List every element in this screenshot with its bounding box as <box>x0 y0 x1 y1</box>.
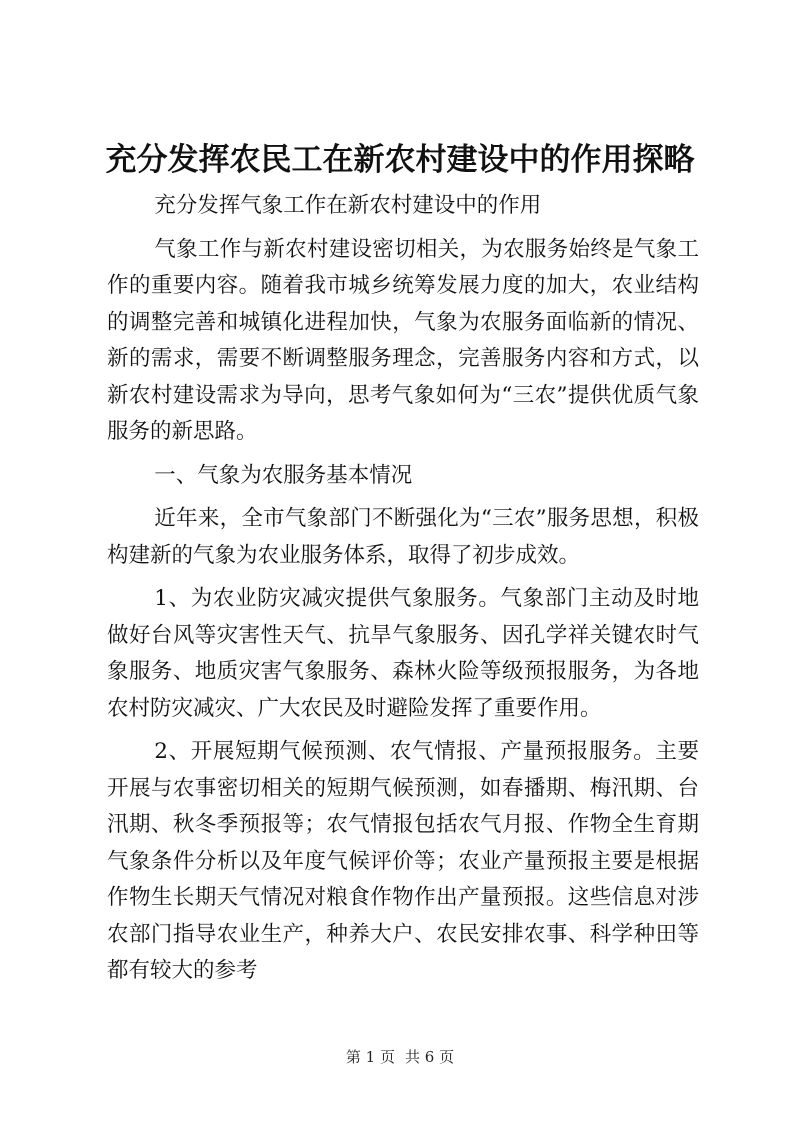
paragraph-item-1: 1、为农业防灾减灾提供气象服务。气象部门主动及时地做好台风等灾害性天气、抗旱气象服务、因孔学祥关键农时气象服务、地质灾害气象服务、森林火险等级预报服务，为各地农村防灾减灾、广大农民及时避险发挥了重要作用。 <box>107 586 699 721</box>
page-number: 第 1 页 <box>345 1048 395 1066</box>
paragraph-item-2: 2、开展短期气候预测、农气情报、产量预报服务。主要开展与农事密切相关的短期气候预测，如春播期、梅汛期、台汛期、秋冬季预报等；农气情报包括农气月报、作物全生育期气象条件分析以及年度气候评价等；农业产量预报主要是根据作物生长期天气情况对粮食作物作出产量预报。这些信息对涉农部门指导农业生产，种养大户、农民安排农事、科学种田等都有较大的参考 <box>107 739 699 983</box>
section-heading: 一、气象为农服务基本情况 <box>154 462 413 488</box>
paragraph-subtitle: 充分发挥气象工作在新农村建设中的作用 <box>154 193 542 218</box>
paragraph-overview: 近年来，全市气象部门不断强化为“三农”服务思想，积极构建新的气象为农业服务体系，取得了初步成效。 <box>107 506 699 568</box>
page-footer <box>0 1047 800 1067</box>
document-body <box>107 188 699 997</box>
paragraph-intro: 气象工作与新农村建设密切相关，为农服务始终是气象工作的重要内容。随着我市城乡统筹发展力度的加大，农业结构的调整完善和城镇化进程加快，气象为农服务面临新的情况、新的需求，需要不断调整服务理念，完善服务内容和方式，以新农村建设需求为导向，思考气象如何为“三农”提供优质气象服务的新思路。 <box>107 236 699 444</box>
document-title: 充分发挥农民工在新农村建设中的作用探略 <box>105 142 695 178</box>
page-total: 共 6 页 <box>405 1048 455 1066</box>
